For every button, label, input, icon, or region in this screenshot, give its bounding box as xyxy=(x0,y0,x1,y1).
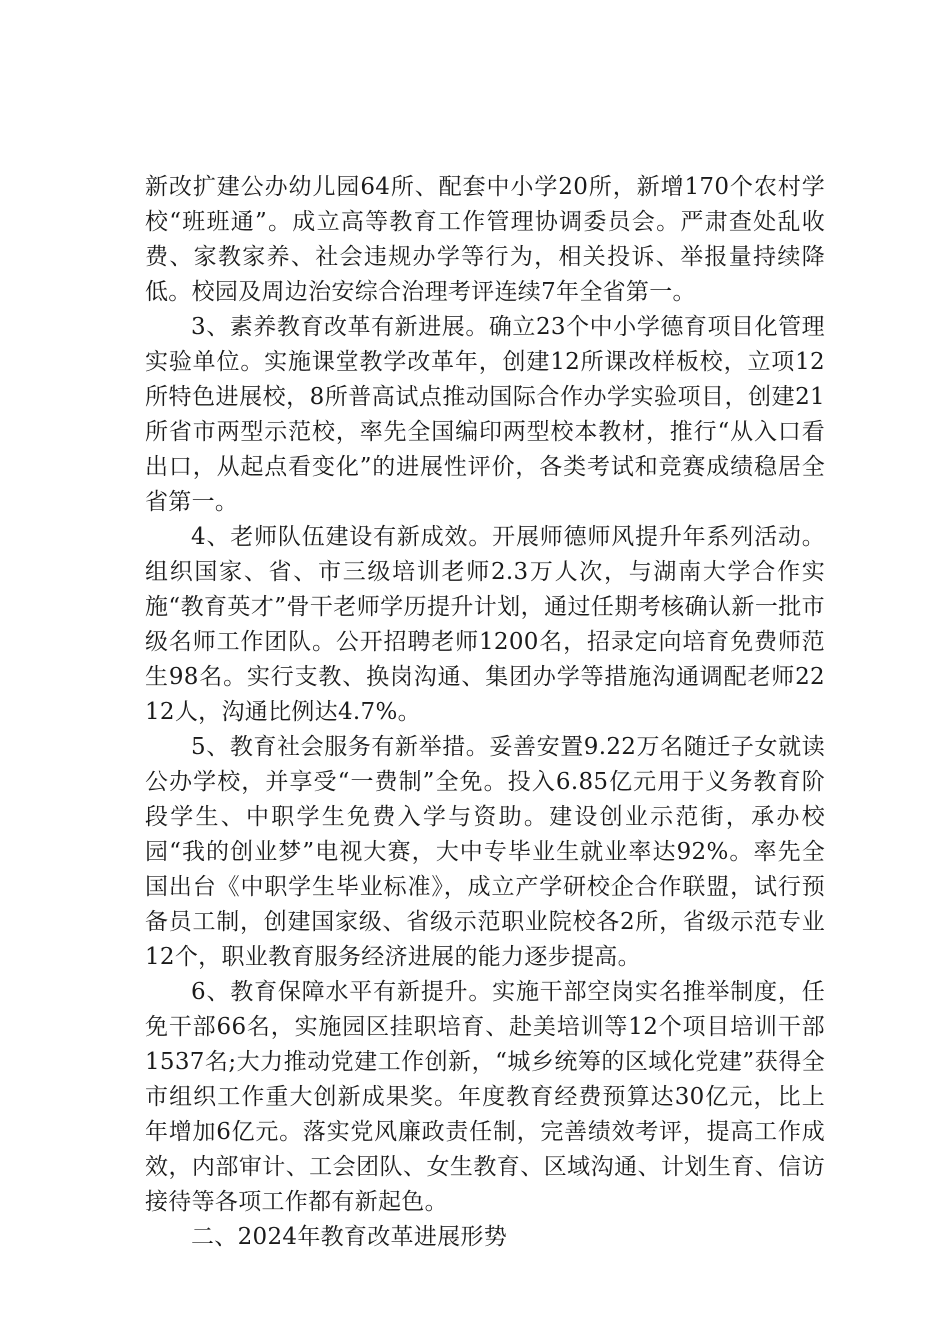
paragraph-quality-education: 3、素养教育改革有新进展。确立23个中小学德育项目化管理实验单位。实施课堂教学改革年，创建12所课改样板校，立项12所特色进展校，8所普高试点推动国际合作办学实验项目，创建21所省市两型示范校，率先全国编印两型校本教材，推行“从入口看出口，从起点看变化”的进展性评价，各类考试和竞赛成绩稳居全省第一。 xyxy=(145,314,825,515)
document-body xyxy=(145,170,825,1255)
section-heading: 二、2024年教育改革进展形势 xyxy=(191,1224,508,1250)
paragraph-social-service: 5、教育社会服务有新举措。妥善安置9.22万名随迁子女就读公办学校，并享受“一费制”全免。投入6.85亿元用于义务教育阶段学生、中职学生免费入学与资助。建设创业示范街，承办校园“我的创业梦”电视大赛，大中专毕业生就业率达92%。率先全国出台《中职学生毕业标准》，成立产学研校企合作联盟，试行预备员工制，创建国家级、省级示范职业院校各2所，省级示范专业12个，职业教育服务经济进展的能力逐步提高。 xyxy=(145,734,825,970)
paragraph-continuation: 新改扩建公办幼儿园64所、配套中小学20所，新增170个农村学校“班班通”。成立高等教育工作管理协调委员会。严肃查处乱收费、家教家养、社会违规办学等行为，相关投诉、举报量持续降低。校园及周边治安综合治理考评连续7年全省第一。 xyxy=(145,174,825,305)
paragraph-education-guarantee: 6、教育保障水平有新提升。实施干部空岗实名推举制度，任免干部66名，实施园区挂职培育、赴美培训等12个项目培训干部1537名;大力推动党建工作创新，“城乡统筹的区域化党建”获得全市组织工作重大创新成果奖。年度教育经费预算达30亿元，比上年增加6亿元。落实党风廉政责任制，完善绩效考评，提高工作成效，内部审计、工会团队、女生教育、区域沟通、计划生育、信访接待等各项工作都有新起色。 xyxy=(145,979,825,1215)
paragraph-teacher-team: 4、老师队伍建设有新成效。开展师德师风提升年系列活动。组织国家、省、市三级培训老师2.3万人次，与湖南大学合作实施“教育英才”骨干老师学历提升计划，通过任期考核确认新一批市级名师工作团队。公开招聘老师1200名，招录定向培育免费师范生98名。实行支教、换岗沟通、集团办学等措施沟通调配老师2212人，沟通比例达4.7%。 xyxy=(145,524,825,725)
